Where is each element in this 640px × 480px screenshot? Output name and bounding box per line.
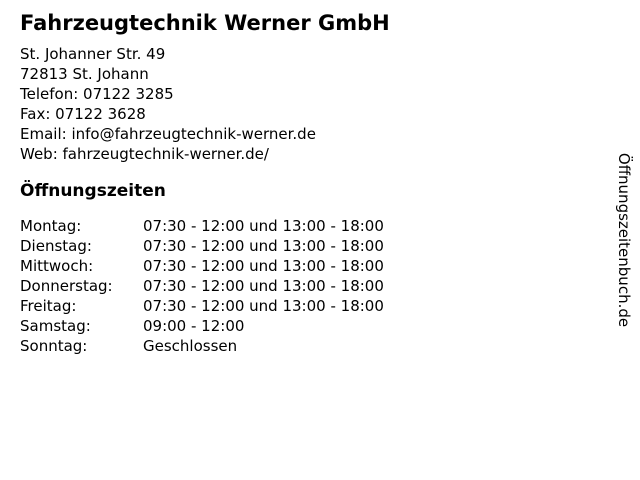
business-listing [20,10,600,356]
time-value: Geschlossen [143,337,238,355]
time-value: 07:30 - 12:00 und 13:00 - 18:00 [143,217,384,235]
opening-hours-heading: Öffnungszeiten [20,181,166,201]
day-label: Montag: [20,217,82,235]
hours-row-mittwoch [20,256,600,276]
time-value: 09:00 - 12:00 [143,317,245,335]
address-city: 72813 St. Johann [20,65,149,83]
hours-row-freitag [20,296,600,316]
time-value: 07:30 - 12:00 und 13:00 - 18:00 [143,277,384,295]
fax-line: Fax: 07122 3628 [20,105,146,123]
day-label: Dienstag: [20,237,92,255]
opening-hours-table [20,216,600,356]
web-line: Web: fahrzeugtechnik-werner.de/ [20,145,269,163]
day-label: Samstag: [20,317,91,335]
time-value: 07:30 - 12:00 und 13:00 - 18:00 [143,297,384,315]
site-branding-watermark: Öffnungszeitenbuch.de [615,152,633,328]
address-street: St. Johanner Str. 49 [20,45,166,63]
day-label: Donnerstag: [20,277,113,295]
phone-line: Telefon: 07122 3285 [20,85,174,103]
hours-row-montag [20,216,600,236]
hours-row-sonntag [20,336,600,356]
contact-block [20,44,600,164]
email-line: Email: info@fahrzeugtechnik-werner.de [20,125,316,143]
hours-row-dienstag [20,236,600,256]
time-value: 07:30 - 12:00 und 13:00 - 18:00 [143,237,384,255]
page-title: Fahrzeugtechnik Werner GmbH [20,11,390,35]
time-value: 07:30 - 12:00 und 13:00 - 18:00 [143,257,384,275]
day-label: Mittwoch: [20,257,94,275]
hours-row-donnerstag [20,276,600,296]
hours-row-samstag [20,316,600,336]
day-label: Freitag: [20,297,77,315]
day-label: Sonntag: [20,337,88,355]
